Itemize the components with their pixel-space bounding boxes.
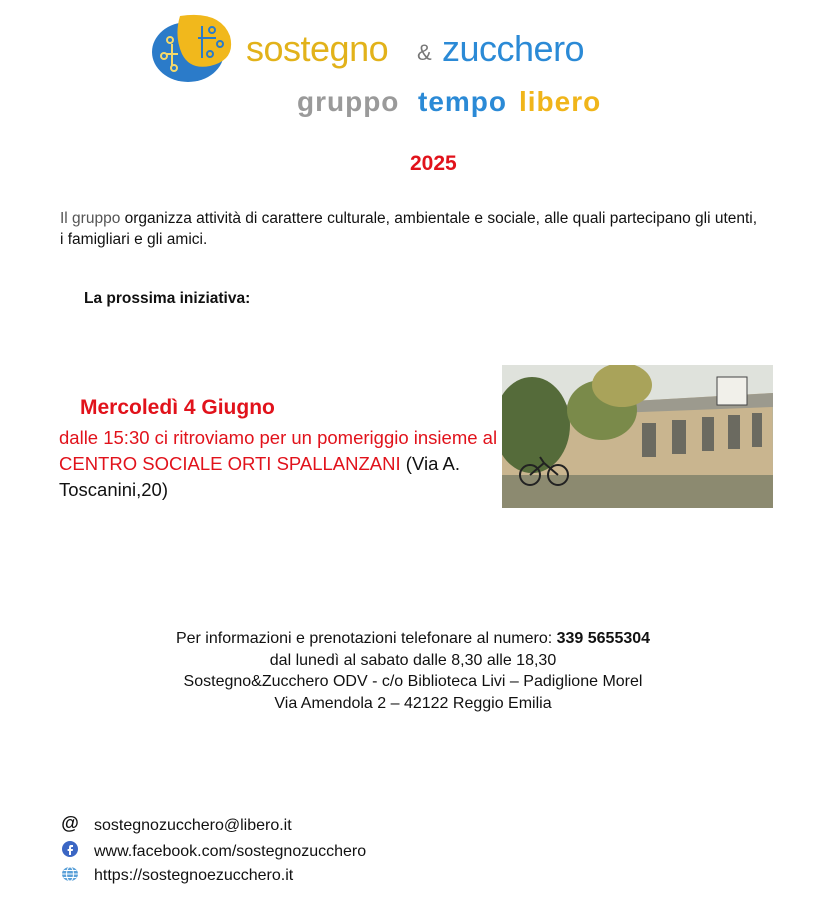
contact-facebook-text[interactable]: www.facebook.com/sostegnozucchero bbox=[94, 843, 367, 860]
event-address: (Via A. Toscanini,20) bbox=[59, 453, 460, 500]
next-event-label: La prossima iniziativa: bbox=[84, 290, 251, 307]
info-line-4: Via Amendola 2 – 42122 Reggio Emilia bbox=[274, 694, 552, 712]
brand-ampersand: & bbox=[417, 40, 432, 65]
brand-name-right: zucchero bbox=[442, 28, 585, 69]
contact-facebook[interactable] bbox=[60, 843, 366, 861]
facebook-icon bbox=[60, 839, 80, 859]
contact-website[interactable] bbox=[60, 867, 293, 885]
contact-email[interactable] bbox=[60, 812, 292, 835]
brand-name-left: sostegno bbox=[246, 28, 389, 69]
phone-number[interactable]: 339 5655304 bbox=[556, 630, 651, 647]
info-line-2: dal lunedì al sabato dalle 8,30 alle 18,30 bbox=[269, 651, 557, 669]
intro-paragraph bbox=[60, 208, 760, 250]
globe-icon bbox=[60, 864, 80, 884]
intro-text: organizza attività di carattere culturale, ambientale e sociale, alle quali partecipano gli utenti, i famigliari e gli amici. bbox=[60, 210, 758, 248]
logo-mark bbox=[150, 8, 234, 88]
subtitle-libero: libero bbox=[519, 86, 602, 117]
info-line-1 bbox=[0, 628, 826, 650]
at-icon: @ bbox=[61, 812, 79, 833]
event-description bbox=[59, 425, 499, 503]
subtitle-gruppo: gruppo bbox=[297, 86, 400, 117]
info-line-3: Sostegno&Zucchero ODV - c/o Biblioteca Livi – Padiglione Morel bbox=[183, 673, 643, 690]
contact-email-text[interactable]: sostegnozucchero@libero.it bbox=[94, 817, 292, 834]
event-photo bbox=[502, 365, 773, 508]
event-description-text: dalle 15:30 ci ritroviamo per un pomeriggio insieme al CENTRO SOCIALE ORTI SPALLANZANI bbox=[59, 427, 498, 474]
info-line-1-text: Per informazioni e prenotazioni telefonare al numero: bbox=[175, 630, 557, 647]
subtitle-tempo: tempo bbox=[418, 86, 507, 117]
info-block bbox=[0, 628, 826, 714]
year-heading: 2025 bbox=[410, 152, 457, 175]
contact-website-text[interactable]: https://sostegnoezucchero.it bbox=[94, 867, 294, 884]
intro-prefix: Il gruppo bbox=[60, 210, 121, 227]
event-date: Mercoledì 4 Giugno bbox=[80, 396, 275, 419]
